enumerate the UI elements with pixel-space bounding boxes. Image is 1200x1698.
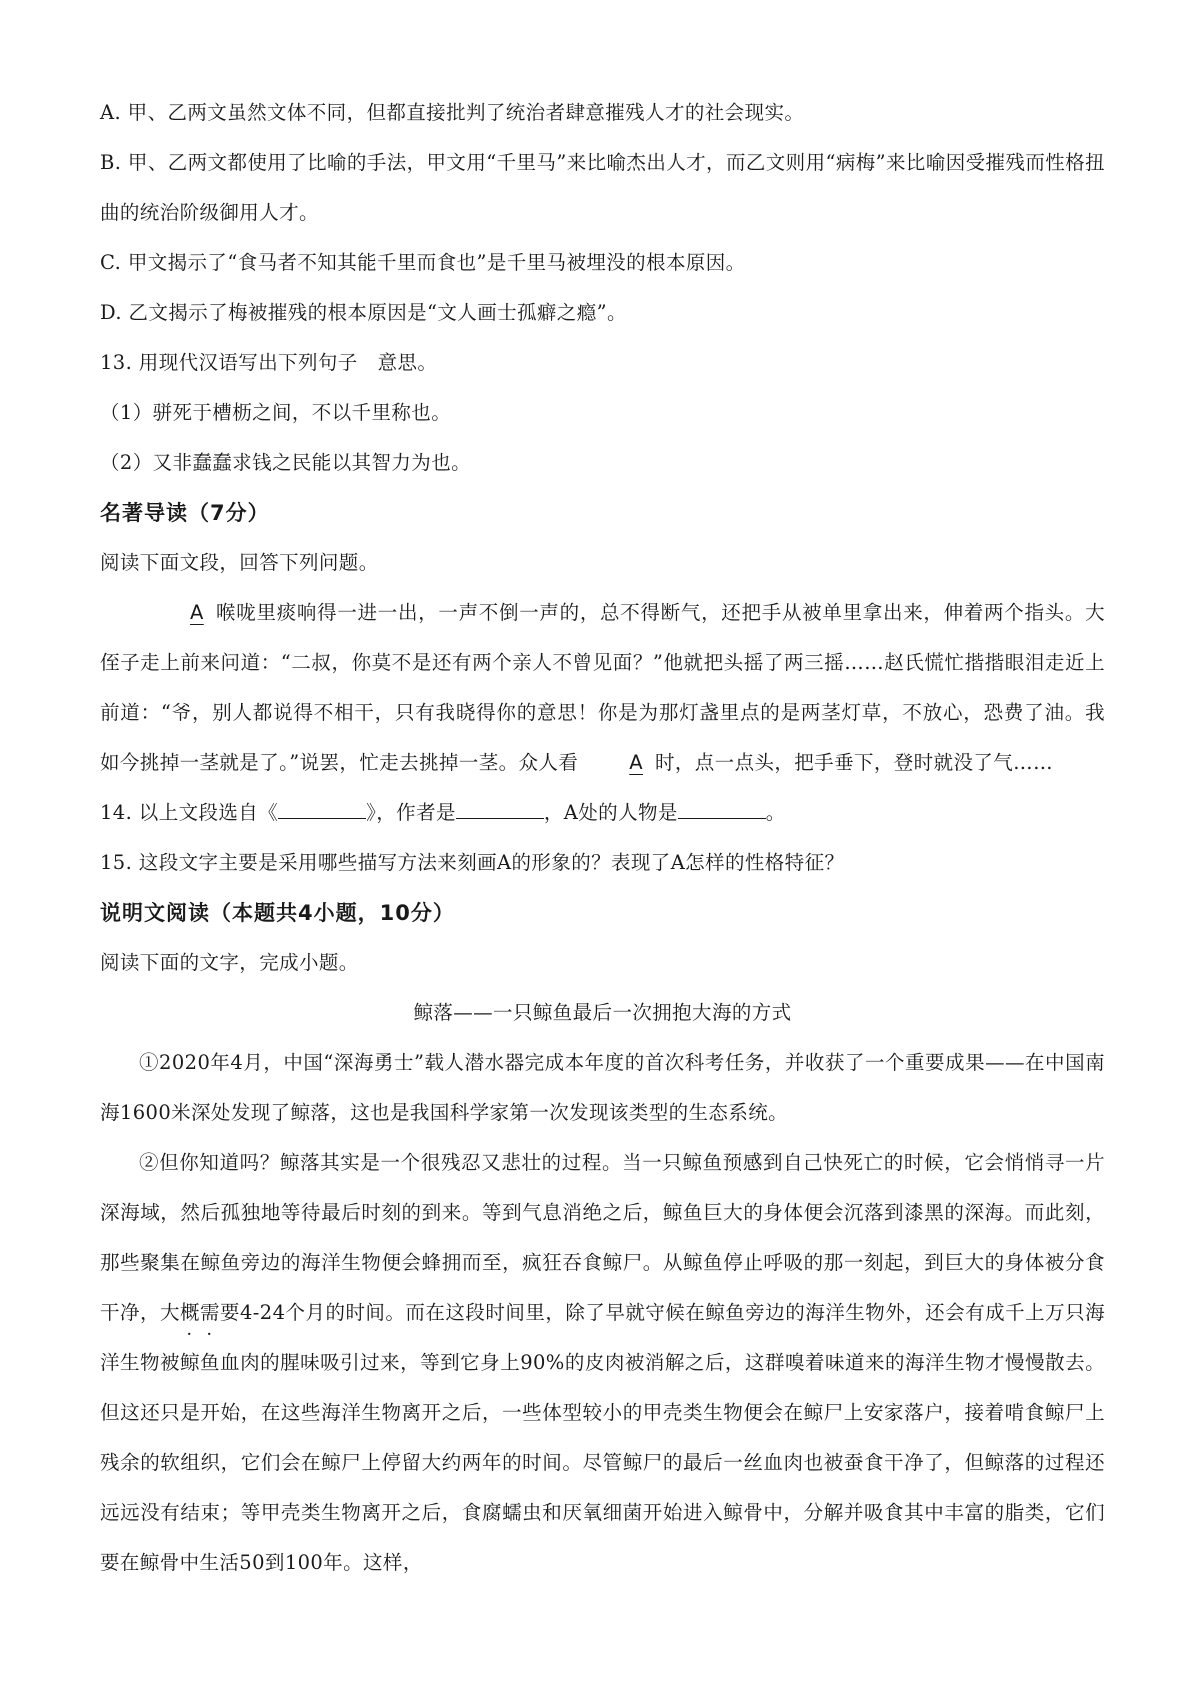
- emphasis-dot-char: 概: [179, 1301, 200, 1324]
- question-13-item-2: （2）又非蠢蠢求钱之民能以其智力为也。: [100, 451, 472, 474]
- emphasis-dot-char: 大: [159, 1301, 180, 1324]
- option-b: B. 甲、乙两文都使用了比喻的手法，甲文用“千里马”来比喻杰出人才，而乙文则用“病梅”来比喻因受摧残而性格扭曲的统治阶级御用人才。: [100, 151, 1105, 224]
- exam-page: [100, 88, 1105, 1588]
- passage-part-2: 时，点一点头，把手垂下，登时就没了气……: [654, 751, 1053, 774]
- article-paragraph-2: ②但你知道吗？鲸落其实是一个很残忍又悲壮的过程。当一只鲸鱼预感到自己快死亡的时候，它会悄悄寻一片深海域，然后孤独地等待最后时刻的到来。等到气息消绝之后，鲸鱼巨大的身体便会沉落到漆黑的深海。而此刻，那些聚集在鲸鱼旁边的海洋生物便会蜂拥而至，疯狂吞食鲸尸。从鲸鱼停止呼吸的那一刻起，到巨大的身体被分食干净，大概需要4-24个月的时间。而在这段时间里，除了早就守候在鲸鱼旁边的海洋生物外，还会有成千上万只海洋生物被鲸鱼血肉的腥味吸引过来，等到它身上90%的皮肉被消解之后，这群嗅着味道来的海洋生物才慢慢散去。但这还只是开始，在这些海洋生物离开之后，一些体型较小的甲壳类生物便会在鲸尸上安家落户，接着啃食鲸尸上残余的软组织，它们会在鲸尸上停留大约两年的时间。尽管鲸尸的最后一丝血肉也被蚕食干净了，但鲸落的过程还远远没有结束；等甲壳类生物离开之后，食腐蠕虫和厌氧细菌开始进入鲸骨中，分解并吸食其中丰富的脂类，它们要在鲸骨中生活50到100年。这样，: [100, 1151, 1106, 1574]
- article-title: 鲸落——一只鲸鱼最后一次拥抱大海的方式: [413, 1001, 792, 1024]
- blank-a-2: A: [629, 751, 643, 774]
- expository-heading: 说明文阅读（本题共4小题，10分）: [100, 901, 455, 925]
- option-a: A. 甲、乙两文虽然文体不同，但都直接批判了统治者肆意摧残人才的社会现实。: [100, 101, 805, 124]
- question-14: 14. 以上文段选自《 》，作者是 ，A处的人物是 。: [100, 801, 786, 824]
- question-13: 13. 用现代汉语写出下列句子 意思。: [100, 351, 438, 374]
- article-paragraph-1: ①2020年4月，中国“深海勇士”载人潜水器完成本年度的首次科考任务，并收获了一个重要成果——在中国南海1600米深处发现了鲸落，这也是我国科学家第一次发现该类型的生态系统。: [100, 1051, 1105, 1124]
- character-blank[interactable]: [678, 800, 766, 819]
- passage-part-1: 喉咙里痰响得一进一出，一声不倒一声的，总不得断气，还把手从被单里拿出来，伸着两个指头。大侄子走上前来问道：“二叔，你莫不是还有两个亲人不曾见面？”他就把头摇了两三摇……赵氏慌忙揩揩眼泪走近上前道：“爷，别人都说得不相干，只有我晓得你的意思！你是为那灯盏里点的是两茎灯草，不放心，恐费了油。我如今挑掉一茎就是了。”说罢，忙走去挑掉一茎。众人看: [100, 601, 1105, 774]
- classics-heading: 名著导读（7分）: [100, 501, 270, 525]
- classics-intro: 阅读下面文段，回答下列问题。: [100, 551, 379, 574]
- question-15: 15. 这段文字主要是采用哪些描写方法来刻画A的形象的？表现了A怎样的性格特征？: [100, 851, 845, 874]
- author-blank[interactable]: [456, 800, 544, 819]
- option-d: D. 乙文揭示了梅被摧残的根本原因是“文人画士孤癖之瘾”。: [100, 301, 627, 324]
- classics-passage: [100, 588, 1105, 788]
- blank-a: A: [190, 601, 204, 624]
- option-c: C. 甲文揭示了“食马者不知其能千里而食也”是千里马被埋没的根本原因。: [100, 251, 746, 274]
- book-title-blank[interactable]: [278, 800, 366, 819]
- expository-intro: 阅读下面的文字，完成小题。: [100, 951, 359, 974]
- question-13-item-1: （1）骈死于槽枥之间，不以千里称也。: [100, 401, 452, 424]
